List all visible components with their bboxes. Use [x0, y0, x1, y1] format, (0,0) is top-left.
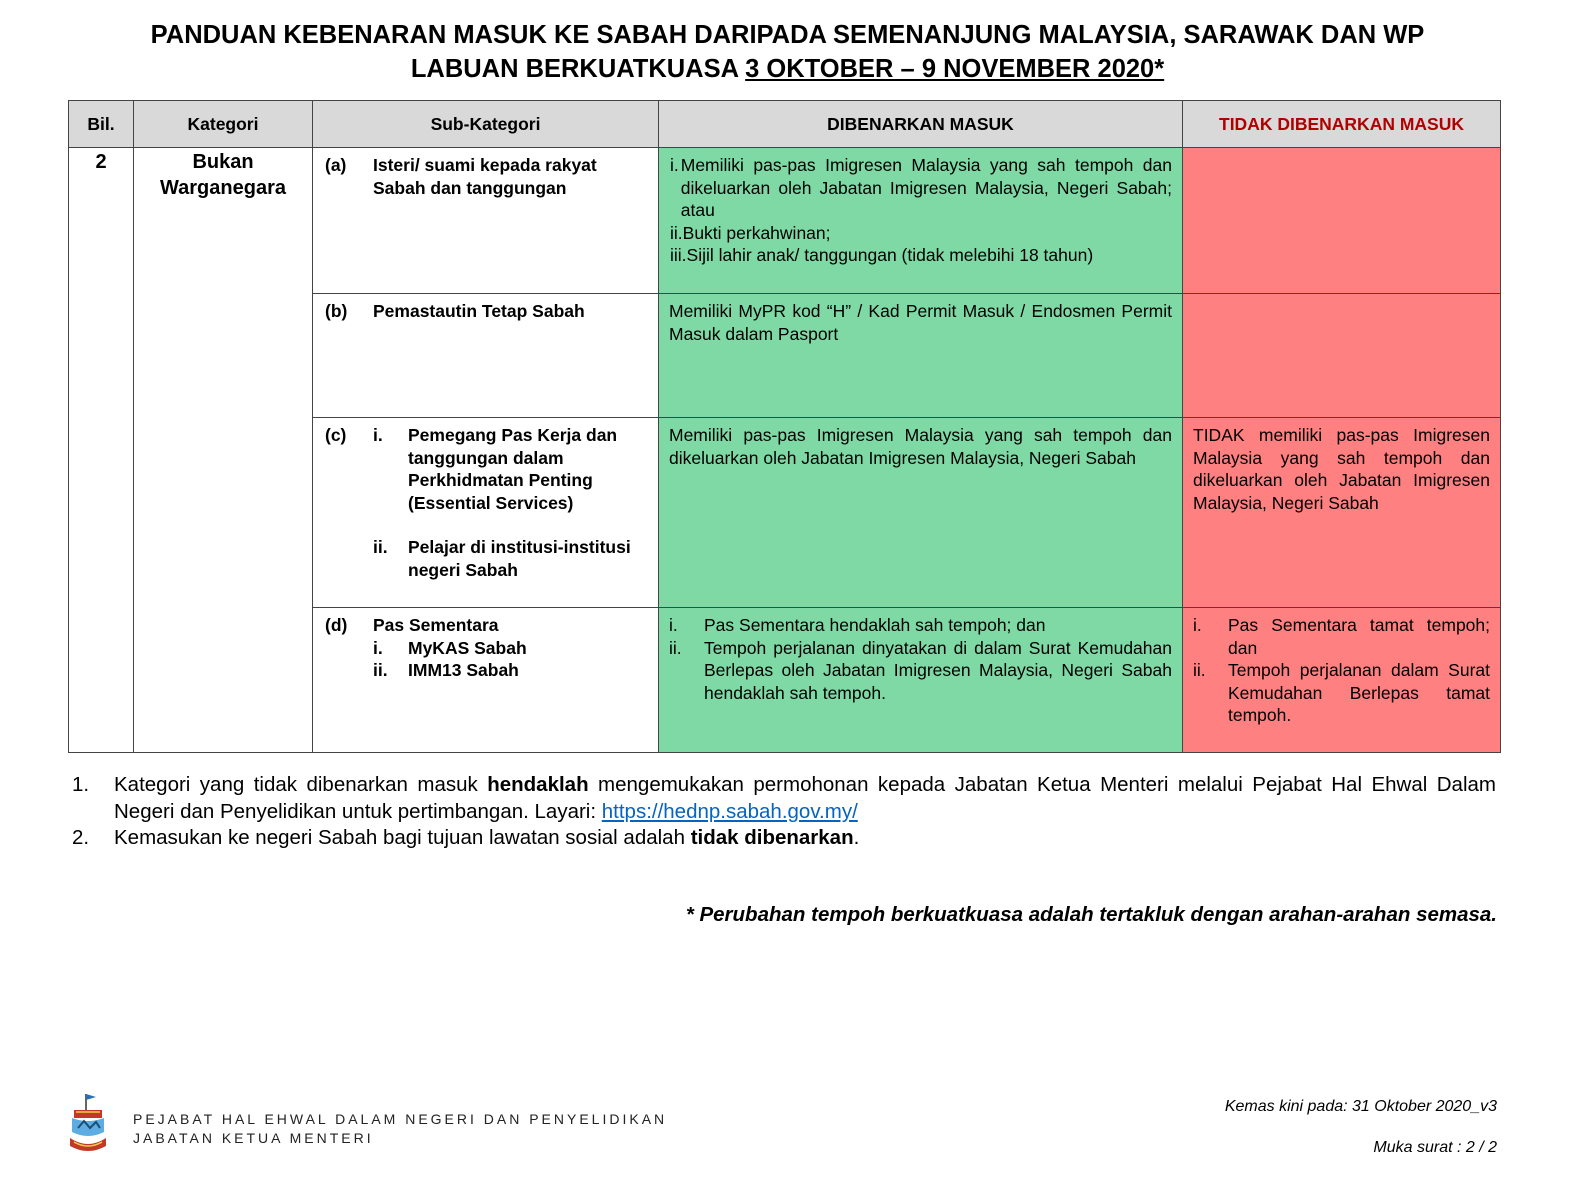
sub-text: Isteri/ suami kepada rakyat Sabah dan tanggungan: [373, 155, 597, 198]
note-item: [72, 825, 1496, 852]
sub-item-num: i.: [373, 637, 383, 658]
header-allowed: DIBENARKAN MASUK: [659, 101, 1183, 148]
item-num: i.: [1193, 615, 1202, 635]
table-header-row: [69, 101, 1501, 148]
sub-item-text: IMM13 Sabah: [408, 660, 519, 680]
sub-kategori-b: [313, 294, 659, 418]
note-number: 2.: [72, 826, 90, 849]
sub-label: (d): [325, 615, 348, 635]
allowed-c: Memiliki pas-pas Imigresen Malaysia yang sah tempoh dan dikeluarkan oleh Jabatan Imigresen Malaysia, Negeri Sabah: [659, 418, 1183, 608]
denied-b: [1183, 294, 1501, 418]
denied-c: TIDAK memiliki pas-pas Imigresen Malaysia yang sah tempoh dan dikeluarkan oleh Jabatan Imigresen Malaysia, Negeri Sabah: [1183, 418, 1501, 608]
hednp-link[interactable]: https://hednp.sabah.gov.my/: [601, 799, 858, 823]
header-sub-kategori: Sub-Kategori: [313, 101, 659, 148]
header-bil: Bil.: [69, 101, 134, 148]
item-num: iii.: [670, 245, 687, 265]
sub-item-num: ii.: [373, 660, 388, 680]
item-text: Memiliki pas-pas Imigresen Malaysia yang sah tempoh dan dikeluarkan oleh Jabatan Imigresen Malaysia, Negeri Sabah; atau: [680, 155, 1172, 220]
item-text: Pas Sementara hendaklah sah tempoh; dan: [704, 615, 1046, 635]
item-text: Tempoh perjalanan dinyatakan di dalam Surat Kemudahan Berlepas oleh Jabatan Imigresen Malaysia, Negeri Sabah hendaklah sah tempoh.: [704, 637, 1172, 703]
header-kategori: Kategori: [134, 101, 313, 148]
header-denied: TIDAK DIBENARKAN MASUK: [1183, 101, 1501, 148]
sub-text: Pemastautin Tetap Sabah: [373, 301, 585, 321]
title-line-2: [60, 52, 1515, 86]
denied-d: [1183, 608, 1501, 753]
sub-item-num: i.: [373, 425, 383, 445]
page-number: Muka surat : 2 / 2: [1373, 1139, 1497, 1156]
item-num: ii.: [1193, 660, 1206, 680]
note-text: Kemasukan ke negeri Sabah bagi tujuan lawatan sosial adalah tidak dibenarkan.: [114, 826, 860, 849]
bil-number: 2: [69, 148, 134, 753]
sub-item-text: MyKAS Sabah: [408, 637, 527, 658]
sub-item-text: Pemegang Pas Kerja dan tanggungan dalam Perkhidmatan Penting (Essential Services): [408, 425, 618, 513]
table-row: [69, 148, 1501, 294]
allowed-a: [659, 148, 1183, 294]
item-num: ii.: [669, 637, 682, 658]
notes-list: [72, 772, 1496, 852]
allowed-d: [659, 608, 1183, 753]
sub-label: (a): [325, 155, 347, 175]
allowed-b: Memiliki MyPR kod “H” / Kad Permit Masuk / Endosmen Permit Masuk dalam Pasport: [659, 294, 1183, 418]
item-text: Bukti perkahwinan;: [682, 222, 831, 243]
item-text: Sijil lahir anak/ tanggungan (tidak melebihi 18 tahun): [686, 245, 1094, 265]
sub-item-num: ii.: [373, 537, 388, 557]
item-text: Tempoh perjalanan dalam Surat Kemudahan Berlepas tamat tempoh.: [1228, 660, 1490, 725]
item-num: i.: [670, 155, 679, 175]
title-line-1: PANDUAN KEBENARAN MASUK KE SABAH DARIPADA SEMENANJUNG MALAYSIA, SARAWAK DAN WP: [150, 21, 1425, 49]
denied-a: [1183, 148, 1501, 294]
title-prefix: LABUAN BERKUATKUASA: [410, 55, 746, 83]
org-name: PEJABAT HAL EHWAL DALAM NEGERI DAN PENYELIDIKAN: [133, 1111, 668, 1127]
org-department: JABATAN KETUA MENTERI: [133, 1130, 374, 1146]
sabah-crest-logo: [66, 1088, 110, 1156]
sub-kategori-c: [313, 418, 659, 608]
note-text: Kategori yang tidak dibenarkan masuk hendaklah mengemukakan permohonan kepada Jabatan Ketua Menteri melalui Pejabat Hal Ehwal Dalam Negeri dan Penyelidikan untuk pertimbangan. Layari: https://hednp.sabah.gov.my/: [114, 773, 1496, 823]
sub-label: (c): [325, 425, 347, 445]
kategori-value: Bukan Warganegara: [134, 148, 313, 753]
note-number: 1.: [72, 773, 90, 796]
sub-text: Pas Sementara: [373, 615, 499, 635]
entry-guide-table: [68, 100, 1501, 753]
page-title: [60, 18, 1515, 86]
item-num: ii.: [670, 222, 683, 243]
disclaimer: * Perubahan tempoh berkuatkuasa adalah tertakluk dengan arahan-arahan semasa.: [685, 903, 1497, 926]
sub-kategori-a: [313, 148, 659, 294]
sub-item-text: Pelajar di institusi-institusi negeri Sabah: [408, 537, 631, 580]
title-dates: 3 OKTOBER – 9 NOVEMBER 2020*: [745, 55, 1165, 83]
item-num: i.: [669, 615, 678, 635]
item-text: Pas Sementara tamat tempoh; dan: [1228, 615, 1490, 658]
updated-date: Kemas kini pada: 31 Oktober 2020_v3: [1224, 1098, 1497, 1115]
sub-kategori-d: [313, 608, 659, 753]
note-item: [72, 772, 1496, 825]
sub-label: (b): [325, 301, 348, 321]
